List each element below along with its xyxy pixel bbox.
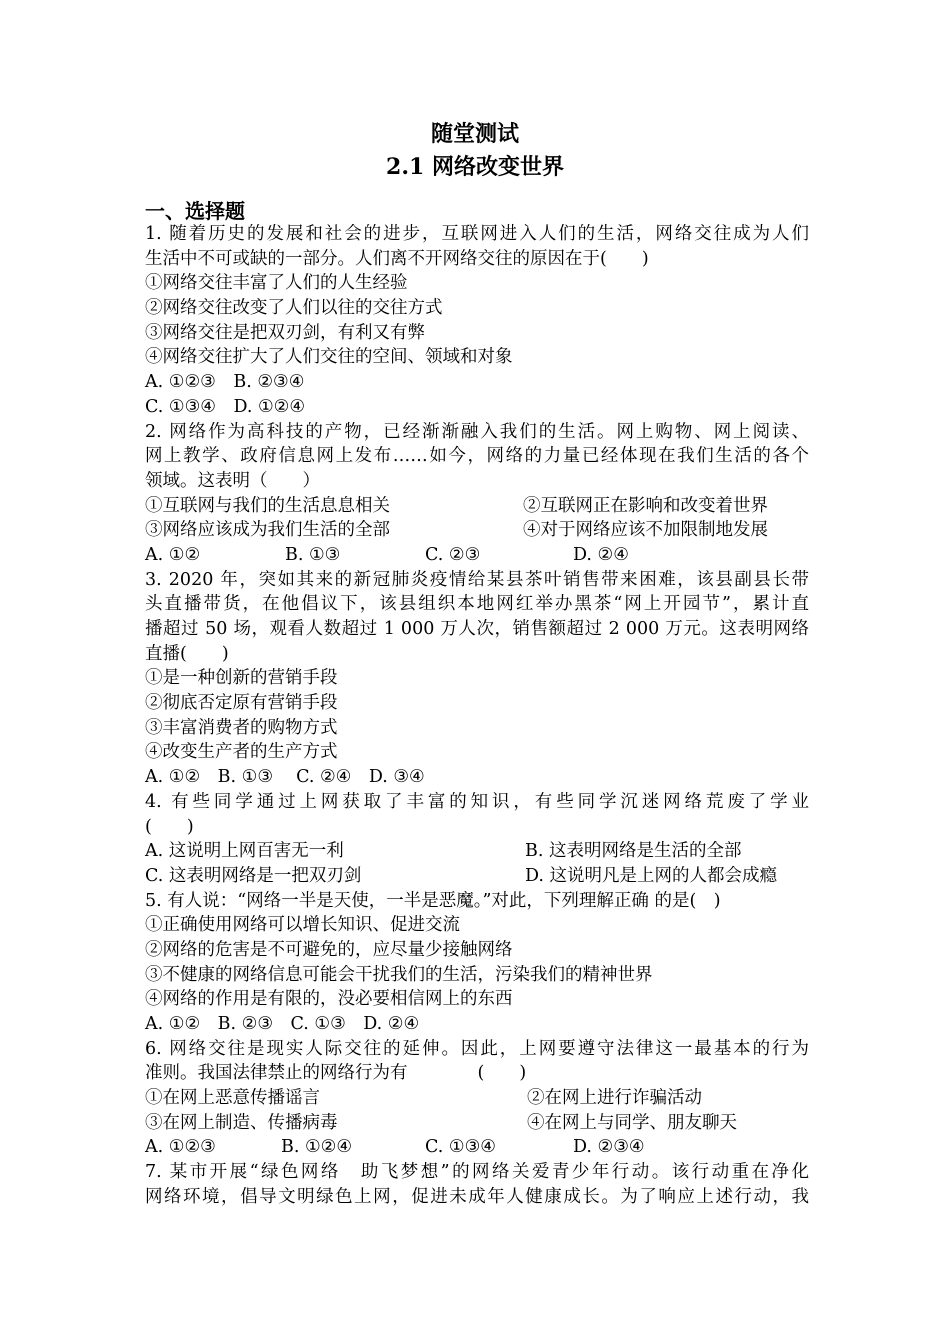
q2-options [145,543,809,568]
q2-option-d: D. ②④ [573,544,629,565]
page-subtitle: 2.1 网络改变世界 [386,154,564,180]
q5-stem-line: 5. 有人说：“网络一半是天使，一半是恶魔。”对此，下列理解正确 的是( ) [145,890,721,911]
q6-stem-line: 6. 网络交往是现实人际交往的延伸。因此，上网要遵守法律这一最基本的行为 [145,1038,809,1059]
q2-item: ④对于网络应该不加限制地发展 [523,520,768,541]
q6-option-b: B. ①②④ [281,1137,353,1158]
section-heading: 一、选择题 [145,199,245,223]
q4-option-a: A. 这说明上网百害无一利 [145,841,344,862]
q2-option-b: B. ①③ [285,544,341,565]
q4-option-b: B. 这表明网络是生活的全部 [525,841,742,862]
q3-item: ②彻底否定原有营销手段 [145,693,338,714]
q2-item: ①互联网与我们的生活息息相关 [145,495,390,516]
q5-item: ③不健康的网络信息可能会干扰我们的生活，污染我们的精神世界 [145,964,653,985]
question-list [145,222,809,1210]
q3-stem-line: 3. 2020 年，突如其来的新冠肺炎疫情给某县茶叶销售带来困难，该县副县长带 [145,569,809,590]
q4-option-c: C. 这表明网络是一把双刃剑 [145,865,362,886]
q5-options: A. ①② B. ②③ C. ①③ D. ②④ [145,1014,420,1034]
q4-option-row [145,864,809,889]
q6-options [145,1135,809,1160]
q2-stem-line: 网上教学、政府信息网上发布……如今，网络的力量已经体现在我们生活的各个 [145,446,809,467]
q7-stem-line: 网络环境，倡导文明绿色上网，促进未成年人健康成长。为了响应上述行动，我 [145,1186,809,1207]
q3-stem-line: 播超过 50 场，观看人数超过 1 000 万人次，销售额超过 2 000 万元。这表明网络 [145,619,809,639]
q1-item: ③网络交往是把双刃剑，有利又有弊 [145,322,425,343]
q6-item: ④在网上与同学、朋友聊天 [527,1112,737,1133]
q6-option-d: D. ②③④ [573,1137,645,1158]
page-title: 随堂测试 [430,121,519,147]
q2-item: ③网络应该成为我们生活的全部 [145,520,390,541]
q6-item: ①在网上恶意传播谣言 [145,1088,320,1109]
q4-stem-line: 4. 有些同学通过上网获取了丰富的知识，有些同学沉迷网络荒废了学业 [145,791,809,812]
q2-item: ②互联网正在影响和改变着世界 [523,495,768,516]
q3-stem-line: 头直播带货，在他倡议下，该县组织本地网红举办黑茶“网上开园节”，累计直 [145,594,809,615]
q5-item: ④网络的作用是有限的，没必要相信网上的东西 [145,989,513,1010]
q1-stem-line: 1. 随着历史的发展和社会的进步，互联网进入人们的生活，网络交往成为人们 [145,224,809,244]
q1-item: ①网络交往丰富了人们的人生经验 [145,273,408,294]
q2-option-c: C. ②③ [425,544,481,565]
q6-item: ③在网上制造、传播病毒 [145,1112,338,1133]
q5-item: ①正确使用网络可以增长知识、促进交流 [145,915,460,936]
q6-item: ②在网上进行诈骗活动 [527,1088,702,1109]
q2-stem-line: 2. 网络作为高科技的产物，已经渐渐融入我们的生活。网上购物、网上阅读、 [145,421,809,442]
q6-item-row [145,1111,809,1136]
q4-option-d: D. 这说明凡是上网的人都会成瘾 [525,865,778,886]
q1-options: A. ①②③ B. ②③④ [145,372,305,393]
q3-item: ①是一种创新的营销手段 [145,668,338,689]
q3-stem-line: 直播( ) [145,643,229,664]
q2-stem-line: 领域。这表明（ ） [145,470,320,491]
q1-stem-line: 生活中不可或缺的一部分。人们离不开网络交往的原因在于( ) [145,248,649,269]
q6-item-row [145,1086,809,1111]
q2-item-row [145,518,809,543]
q7-stem-line: 7. 某市开展“绿色网络 助飞梦想”的网络关爱青少年行动。该行动重在净化 [145,1162,809,1183]
q4-stem-line: ( ) [145,816,194,837]
q6-option-a: A. ①②③ [145,1137,216,1158]
q1-options: C. ①③④ D. ①②④ [145,396,306,417]
q1-item: ④网络交往扩大了人们交往的空间、领域和对象 [145,347,513,368]
q3-options: A. ①② B. ①③ C. ②④ D. ③④ [145,767,425,788]
q4-option-row [145,839,809,864]
q6-option-c: C. ①③④ [425,1137,496,1158]
q3-item: ④改变生产者的生产方式 [145,742,338,763]
q2-item-row [145,494,809,519]
q5-item: ②网络的危害是不可避免的，应尽量少接触网络 [145,939,513,960]
q6-stem-line: 准则。我国法律禁止的网络行为有 ( ) [145,1063,527,1084]
q1-item: ②网络交往改变了人们以往的交往方式 [145,298,443,319]
q3-item: ③丰富消费者的购物方式 [145,717,338,738]
q2-option-a: A. ①② [145,544,201,565]
